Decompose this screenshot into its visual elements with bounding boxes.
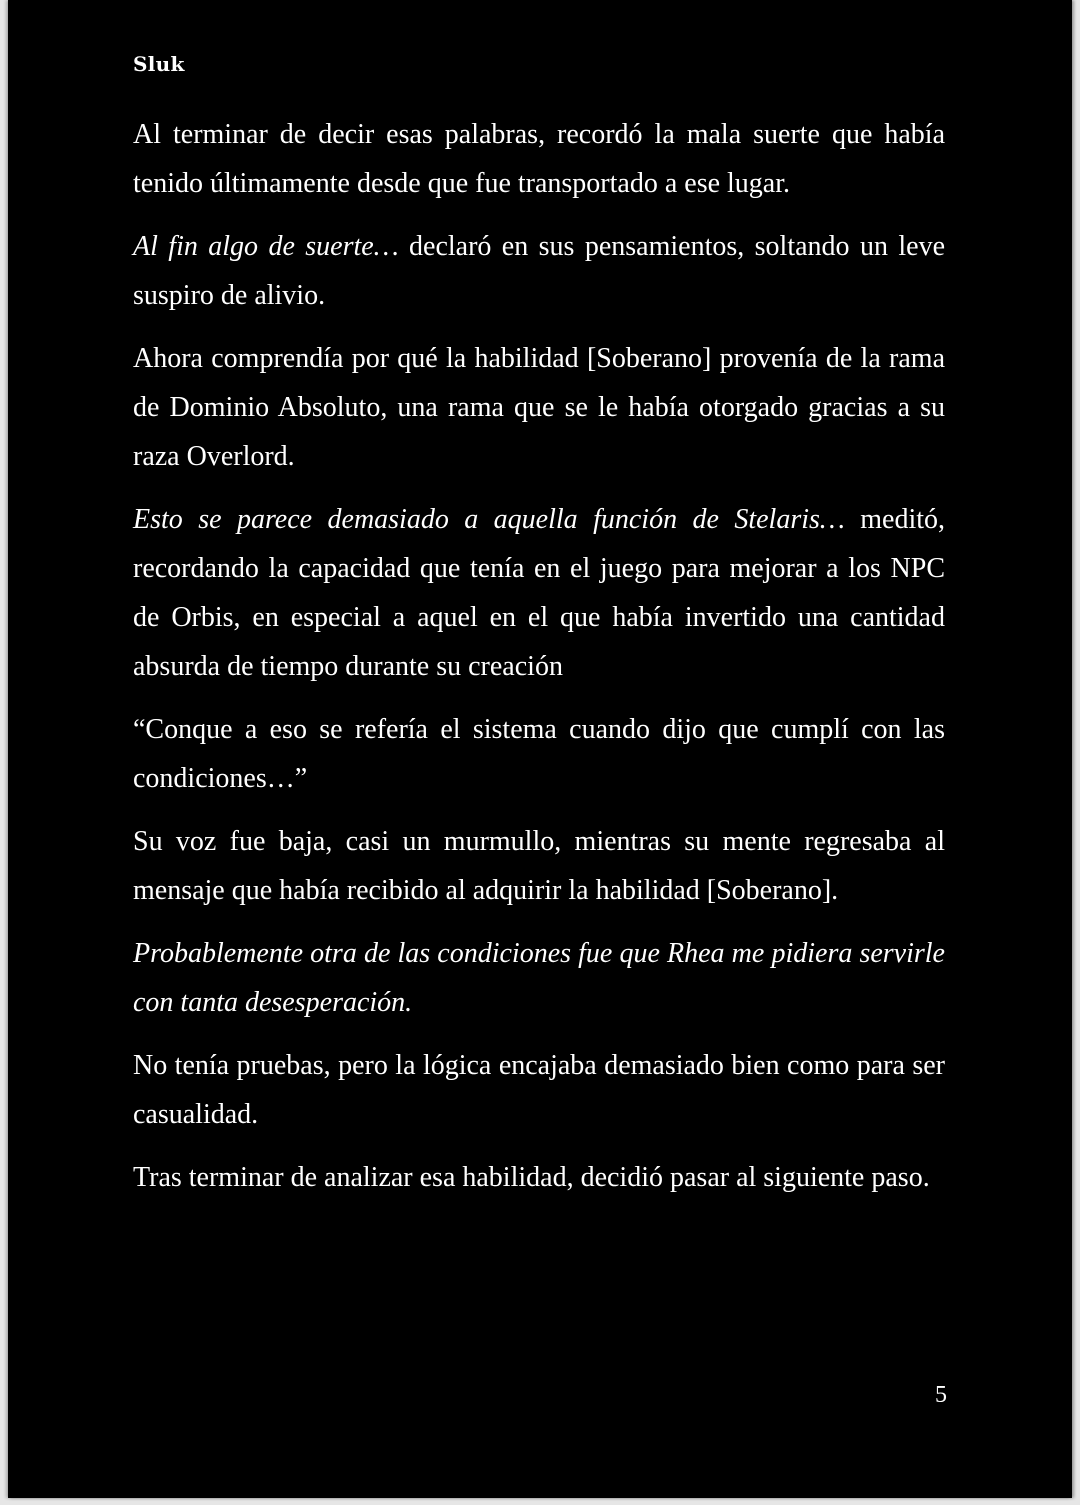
running-header: Sluk xyxy=(133,52,185,76)
document-page xyxy=(8,0,1072,1498)
paragraph-italic: Probablemente otra de las condiciones fue que Rhea me pidiera servirle con tanta desesperación. xyxy=(133,938,945,1018)
paragraph xyxy=(133,495,945,691)
paragraph-italic: Esto se parece demasiado a aquella función de Stelaris… xyxy=(133,504,845,535)
paragraph-text: Tras terminar de analizar esa habilidad, decidió pasar al siguiente paso. xyxy=(133,1162,930,1193)
page-number: 5 xyxy=(935,1382,947,1408)
paragraph-text: declaró en sus pensamientos, soltando un leve suspiro de alivio. xyxy=(133,231,945,311)
paragraph-text: meditó, recordando la capacidad que tenía en el juego para mejorar a los NPC de Orbis, en especial a aquel en el que había invertido una cantidad absurda de tiempo durante su creación xyxy=(133,504,945,682)
paragraph xyxy=(133,110,945,208)
paragraph xyxy=(133,929,945,1027)
paragraph-text: “Conque a eso se refería el sistema cuando dijo que cumplí con las condiciones…” xyxy=(133,714,945,794)
paragraph xyxy=(133,1041,945,1139)
paragraph xyxy=(133,817,945,915)
paragraph-text: Al terminar de decir esas palabras, recordó la mala suerte que había tenido últimamente desde que fue transportado a ese lugar. xyxy=(133,119,945,199)
paragraph xyxy=(133,705,945,803)
paragraph-text: Ahora comprendía por qué la habilidad [Soberano] provenía de la rama de Dominio Absoluto, una rama que se le había otorgado gracias a su raza Overlord. xyxy=(133,343,945,472)
paragraph xyxy=(133,1153,945,1202)
paragraph-text: Su voz fue baja, casi un murmullo, mientras su mente regresaba al mensaje que había recibido al adquirir la habilidad [Soberano]. xyxy=(133,826,945,906)
paragraph-text: No tenía pruebas, pero la lógica encajaba demasiado bien como para ser casualidad. xyxy=(133,1050,945,1130)
paragraph xyxy=(133,334,945,481)
page-body xyxy=(133,110,945,1216)
paragraph xyxy=(133,222,945,320)
paragraph-italic: Al fin algo de suerte… xyxy=(133,231,399,262)
